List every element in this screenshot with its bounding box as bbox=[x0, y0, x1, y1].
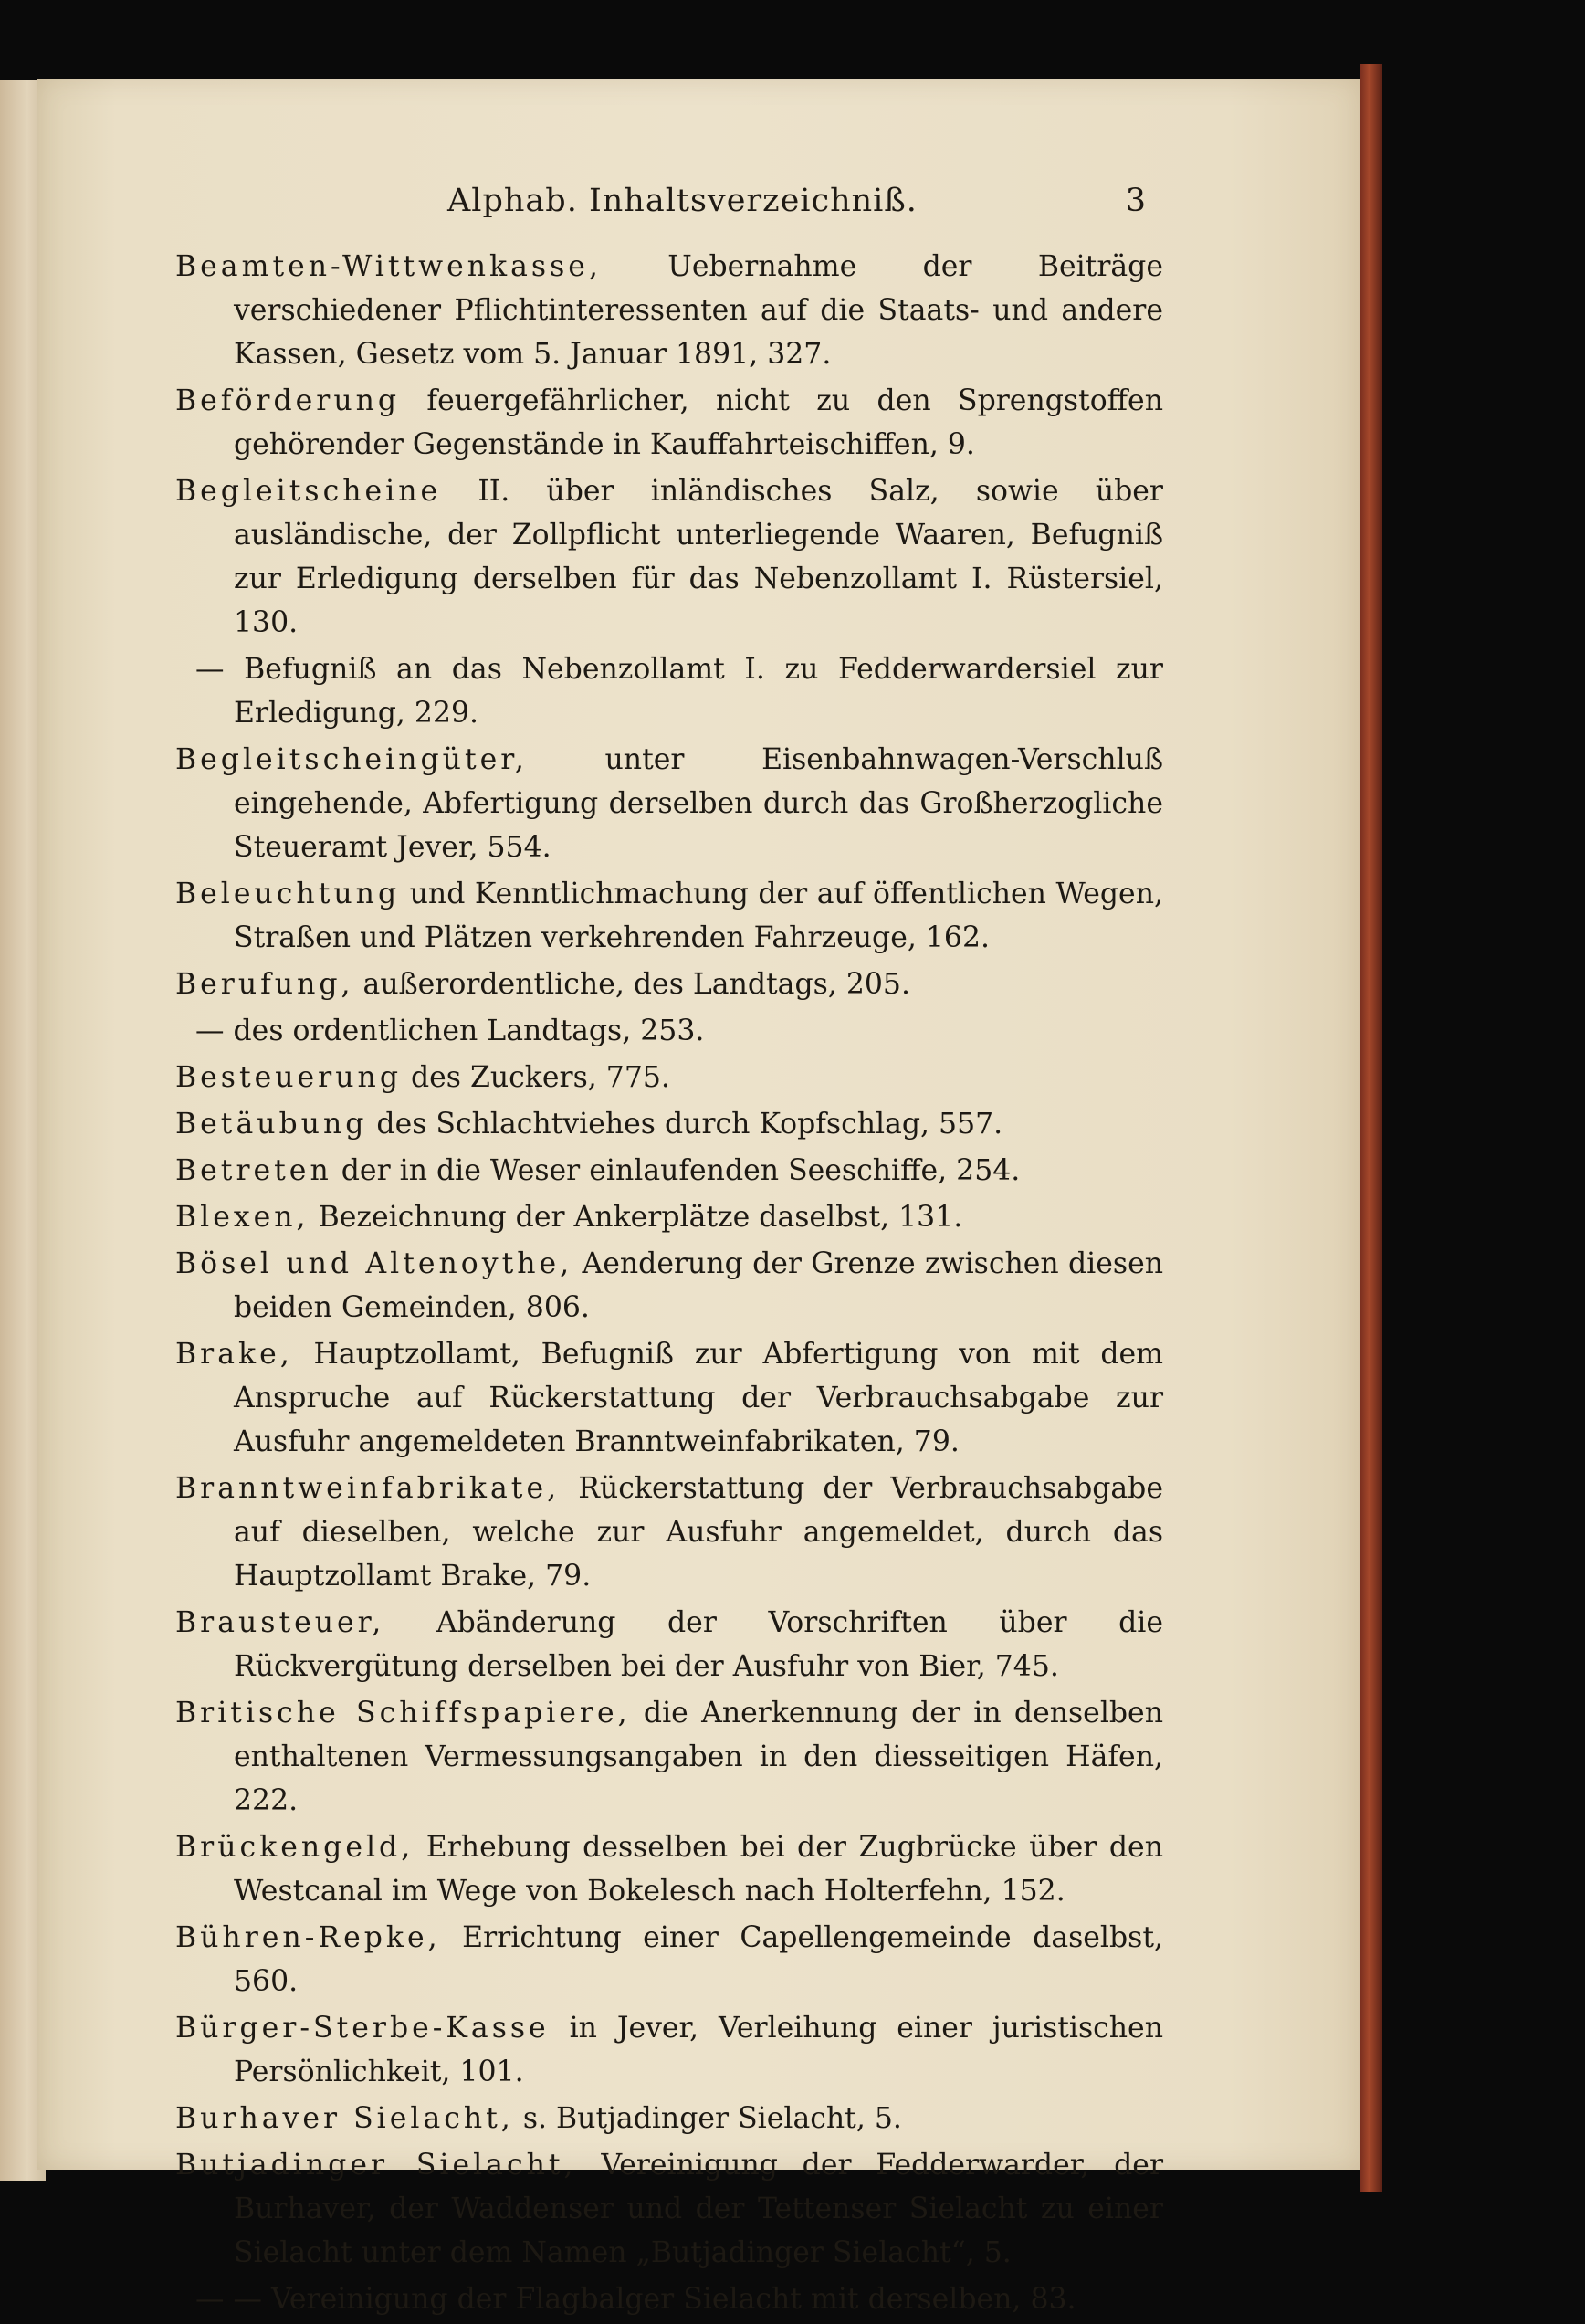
entry-text: Vereinigung der Flagbalger Sielacht mit derselben, 83. bbox=[262, 2283, 1076, 2316]
entry-text: Rückerstattung der Verbrauchsabgabe auf dieselben, welche zur Ausfuhr angemeldet, durch das Hauptzollamt Brake, 79. bbox=[234, 1472, 1163, 1593]
index-entry bbox=[175, 1149, 1163, 1193]
entry-text: Errichtung einer Capellengemeinde daselbst, 560. bbox=[234, 1921, 1163, 1998]
entry-text: Abänderung der Vorschriften über die Rückvergütung derselben bei der Ausfuhr von Bier, 745. bbox=[234, 1606, 1163, 1683]
index-entry bbox=[175, 2006, 1163, 2094]
index-entry bbox=[175, 962, 1163, 1006]
entry-text: Vereinigung der Fedderwarder, der Burhaver, der Waddenser und der Tettenser Sielacht zu einer Sielacht unter dem Namen „Butjadinger Sielacht“, 5. bbox=[234, 2149, 1164, 2269]
entry-head: Blexen, bbox=[175, 1201, 310, 1234]
book-spine bbox=[1360, 64, 1382, 2192]
index-entry bbox=[175, 2277, 1163, 2321]
index-entry bbox=[175, 1242, 1163, 1330]
entry-text: feuergefährlicher, nicht zu den Sprengstoffen gehörender Gegenstände in Kauffahrteischiffen, 9. bbox=[234, 384, 1163, 461]
index-entry bbox=[175, 1601, 1163, 1688]
index-entry bbox=[175, 2097, 1163, 2140]
index-entry bbox=[175, 1332, 1163, 1464]
entry-text: die Anerkennung der in denselben enthaltenen Vermessungsangaben in den diesseitigen Häfen, 222. bbox=[234, 1697, 1163, 1817]
entry-head: Betäubung bbox=[175, 1108, 368, 1141]
entry-head: Begleitscheingüter, bbox=[175, 743, 528, 776]
entry-head: Bühren-Repke, bbox=[175, 1921, 441, 1954]
entry-head: Bösel und Altenoythe, bbox=[175, 1247, 573, 1280]
entry-head: Beamten-Wittwenkasse, bbox=[175, 250, 602, 283]
entry-head: Berufung, bbox=[175, 968, 354, 1001]
entry-head: Beförderung bbox=[175, 384, 401, 417]
entry-text: außerordentliche, des Landtags, 205. bbox=[353, 968, 910, 1001]
index-entry bbox=[175, 2143, 1163, 2275]
index-entry bbox=[175, 1916, 1163, 2003]
index-entry bbox=[175, 738, 1163, 869]
entry-text: Uebernahme der Beiträge verschiedener Pflichtinteressenten auf die Staats- und andere Kassen, Gesetz vom 5. Januar 1891, 327. bbox=[234, 250, 1163, 371]
entry-head: — bbox=[195, 1015, 225, 1047]
index-entry bbox=[175, 1195, 1163, 1239]
entry-head: Britische Schiffspapiere, bbox=[175, 1697, 631, 1730]
entry-text: des ordentlichen Landtags, 253. bbox=[224, 1015, 705, 1047]
index-entry bbox=[175, 245, 1163, 376]
entry-head: — — bbox=[195, 2283, 263, 2316]
index-entry bbox=[175, 469, 1163, 645]
page-title: Alphab. Inhaltsverzeichniß. bbox=[447, 183, 918, 219]
index-entry bbox=[175, 1009, 1163, 1053]
entry-text: der in die Weser einlaufenden Seeschiffe, 254. bbox=[331, 1154, 1021, 1187]
entry-head: Brückengeld, bbox=[175, 1831, 415, 1864]
entry-text: unter Eisenbahnwagen-Verschluß eingehende, Abfertigung derselben durch das Großherzogliche Steueramt Jever, 554. bbox=[234, 743, 1163, 864]
index-entry bbox=[175, 872, 1163, 960]
entry-text: und Kenntlichmachung der auf öffentlichen Wegen, Straßen und Plätzen verkehrenden Fahrzeuge, 162. bbox=[234, 878, 1163, 954]
index-entry bbox=[175, 379, 1163, 467]
index-entries bbox=[175, 245, 1163, 2324]
index-entry bbox=[175, 1056, 1163, 1099]
page-number: 3 bbox=[1125, 183, 1147, 219]
index-entry bbox=[175, 1825, 1163, 1913]
entry-head: Besteuerung bbox=[175, 1061, 402, 1094]
entry-text: II. über inländisches Salz, sowie über ausländische, der Zollpflicht unterliegende Waaren, Befugniß zur Erledigung derselben für das Nebenzollamt I. Rüstersiel, 130. bbox=[234, 475, 1163, 639]
entry-head: Branntweinfabrikate, bbox=[175, 1472, 561, 1505]
index-entry bbox=[175, 647, 1163, 735]
entry-head: Bürger-Sterbe-Kasse bbox=[175, 2012, 550, 2045]
entry-text: Befugniß an das Nebenzollamt I. zu Fedderwardersiel zur Erledigung, 229. bbox=[224, 653, 1163, 730]
entry-head: Beleuchtung bbox=[175, 878, 401, 910]
index-entry bbox=[175, 1691, 1163, 1823]
entry-head: Begleitscheine bbox=[175, 475, 442, 508]
entry-head: Brausteuer, bbox=[175, 1606, 385, 1639]
entry-head: Burhaver Sielacht, bbox=[175, 2102, 514, 2135]
entry-head: Brake, bbox=[175, 1338, 293, 1371]
entry-head: Butjadinger Sielacht, bbox=[175, 2149, 577, 2182]
entry-text: s. Butjadinger Sielacht, 5. bbox=[513, 2102, 902, 2135]
entry-head: — bbox=[195, 653, 225, 686]
entry-text: Aenderung der Grenze zwischen diesen beiden Gemeinden, 806. bbox=[234, 1247, 1163, 1324]
entry-text: Hauptzollamt, Befugniß zur Abfertigung von mit dem Anspruche auf Rückerstattung der Verbrauchsabgabe zur Ausfuhr angemeldeten Branntweinfabrikaten, 79. bbox=[234, 1338, 1163, 1458]
running-header bbox=[447, 183, 1178, 219]
entry-text: in Jever, Verleihung einer juristischen Persönlichkeit, 101. bbox=[234, 2012, 1163, 2088]
entry-text: Bezeichnung der Ankerplätze daselbst, 131. bbox=[309, 1201, 963, 1234]
entry-text: Erhebung desselben bei der Zugbrücke über den Westcanal im Wege von Bokelesch nach Holterfehn, 152. bbox=[234, 1831, 1163, 1908]
entry-text: des Schlachtviehes durch Kopfschlag, 557. bbox=[367, 1108, 1003, 1141]
index-entry bbox=[175, 1467, 1163, 1598]
entry-text: des Zuckers, 775. bbox=[401, 1061, 670, 1094]
entry-head: Betreten bbox=[175, 1154, 332, 1187]
index-entry bbox=[175, 1102, 1163, 1146]
